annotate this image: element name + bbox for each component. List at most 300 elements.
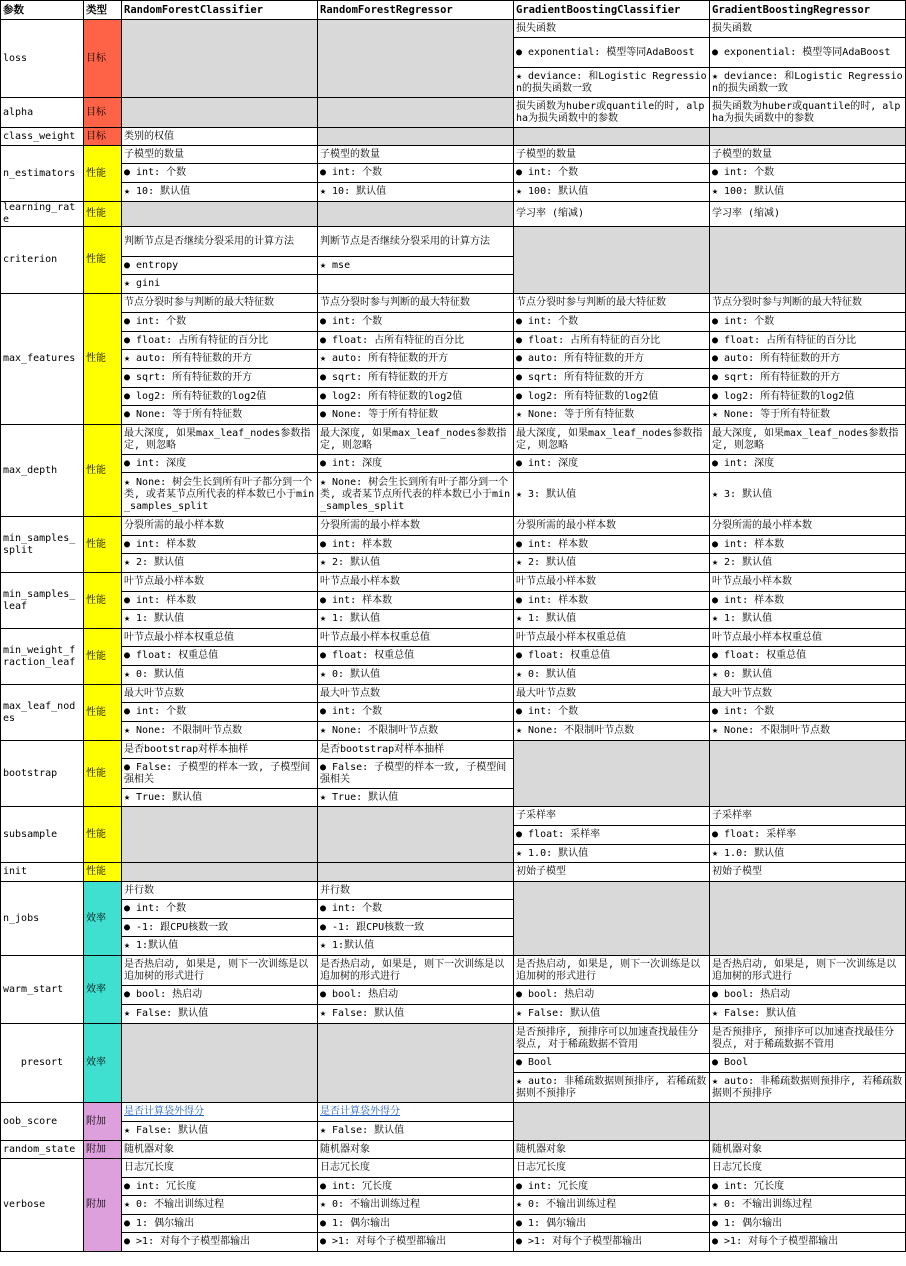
params-body [1, 20, 906, 1252]
cell-gbc: 学习率 (缩减) [514, 202, 710, 227]
cell-gbc: ● bool: 热启动 [514, 986, 710, 1005]
param-type: 效率 [84, 956, 122, 1024]
cell-gbc: ★ 0: 默认值 [514, 666, 710, 685]
table-row [1, 536, 906, 554]
cell-rfr: ● int: 深度 [318, 455, 514, 473]
cell-rfr: ● int: 个数 [318, 703, 514, 722]
cell-na-rfc [122, 1024, 318, 1103]
cell-rfr: 分裂所需的最小样本数 [318, 517, 514, 536]
cell-gbc: 子模型的数量 [514, 146, 710, 164]
table-row [1, 517, 906, 536]
param-name: max_depth [1, 425, 84, 517]
cell-gbc: ★ None: 等于所有特征数 [514, 406, 710, 425]
cell-rfc: 并行数 [122, 882, 318, 900]
cell-gbc: ● int: 个数 [514, 313, 710, 332]
param-type: 附加 [84, 1141, 122, 1159]
table-row [1, 685, 906, 703]
table-row [1, 807, 906, 826]
cell-rfr: 子模型的数量 [318, 146, 514, 164]
cell-rfc: ● float: 占所有特征的百分比 [122, 332, 318, 350]
header-rfc: RandomForestClassifier [122, 1, 318, 20]
cell-na-gbr [710, 227, 906, 294]
param-name: min_weight_fraction_leaf [1, 629, 84, 685]
cell-rfc: ● None: 等于所有特征数 [122, 406, 318, 425]
table-row [1, 294, 906, 313]
param-type: 附加 [84, 1103, 122, 1141]
cell-gbc: 是否预排序, 预排序可以加速查找最佳分裂点, 对于稀疏数据不管用 [514, 1024, 710, 1054]
param-type: 性能 [84, 741, 122, 807]
cell-rfc: 是否热启动, 如果是, 则下一次训练是以追加树的形式进行 [122, 956, 318, 986]
cell-gbc: ● float: 权重总值 [514, 647, 710, 666]
cell-gbr: ★ 2: 默认值 [710, 554, 906, 573]
cell-gbr: 叶节点最小样本权重总值 [710, 629, 906, 647]
param-name: criterion [1, 227, 84, 294]
cell-gbr: ★ 1: 默认值 [710, 610, 906, 629]
cell-gbr: 损失函数 [710, 20, 906, 38]
cell-rfc: ● entropy [122, 257, 318, 275]
header-gbc: GradientBoostingClassifier [514, 1, 710, 20]
cell-rfc: 节点分裂时参与判断的最大特征数 [122, 294, 318, 313]
cell-na-rfr [318, 128, 514, 146]
cell-gbc: ★ auto: 非稀疏数据则预排序, 若稀疏数据则不预排序 [514, 1073, 710, 1103]
table-row [1, 592, 906, 610]
table-row [1, 164, 906, 183]
cell-gbc: 是否热启动, 如果是, 则下一次训练是以追加树的形式进行 [514, 956, 710, 986]
cell-gbc: ● sqrt: 所有特征数的开方 [514, 369, 710, 388]
cell-rfr: ★ mse [318, 257, 514, 275]
table-row [1, 1024, 906, 1054]
table-row [1, 863, 906, 882]
cell-rfr: ★ 0: 默认值 [318, 666, 514, 685]
table-row [1, 20, 906, 38]
cell-gbc: ★ 3: 默认值 [514, 473, 710, 517]
cell-na-rfc [122, 863, 318, 882]
cell-na-gbr [710, 882, 906, 956]
cell-gbr: 子采样率 [710, 807, 906, 826]
cell-na-rfr [318, 863, 514, 882]
cell-gbr: ★ deviance: 和Logistic Regression的损失函数一致 [710, 68, 906, 98]
cell-rfr: ● -1: 跟CPU核数一致 [318, 919, 514, 937]
cell-rfc: ● -1: 跟CPU核数一致 [122, 919, 318, 937]
cell-na-gbc [514, 741, 710, 807]
table-row [1, 98, 906, 128]
cell-rfr: 节点分裂时参与判断的最大特征数 [318, 294, 514, 313]
table-row [1, 1103, 906, 1122]
cell-gbc: ● Bool [514, 1054, 710, 1073]
cell-rfc: ● False: 子模型的样本一致, 子模型间强相关 [122, 759, 318, 789]
cell-rfc: 判断节点是否继续分裂采用的计算方法 [122, 227, 318, 257]
param-name: bootstrap [1, 741, 84, 807]
cell-gbc: ● auto: 所有特征数的开方 [514, 350, 710, 369]
cell-rfr[interactable]: 是否计算袋外得分 [318, 1103, 514, 1122]
table-row [1, 425, 906, 455]
cell-rfr: ● bool: 热启动 [318, 986, 514, 1005]
param-type: 目标 [84, 98, 122, 128]
table-row [1, 741, 906, 759]
cell-rfc: ● log2: 所有特征数的log2值 [122, 388, 318, 406]
cell-rfr: ★ 1:默认值 [318, 937, 514, 956]
table-row [1, 573, 906, 592]
table-row [1, 388, 906, 406]
cell-rfc: ● int: 冗长度 [122, 1178, 318, 1196]
cell-gbr: 损失函数为huber或quantile的时, alpha为损失函数中的参数 [710, 98, 906, 128]
param-name: n_jobs [1, 882, 84, 956]
cell-gbc: ● exponential: 模型等同AdaBoost [514, 38, 710, 68]
cell-na-rfr [318, 1024, 514, 1103]
cell-gbc: ★ 0: 不输出训练过程 [514, 1196, 710, 1215]
cell-rfc: 子模型的数量 [122, 146, 318, 164]
table-row [1, 1005, 906, 1024]
cell-gbc: ★ 1.0: 默认值 [514, 845, 710, 863]
table-row [1, 629, 906, 647]
cell-rfr: ★ 2: 默认值 [318, 554, 514, 573]
cell-rfc: ★ False: 默认值 [122, 1005, 318, 1024]
cell-rfr: ★ True: 默认值 [318, 789, 514, 807]
table-row [1, 1215, 906, 1233]
table-row [1, 227, 906, 257]
cell-na-rfr [318, 202, 514, 227]
table-row [1, 313, 906, 332]
cell-gbr: ● int: 个数 [710, 703, 906, 722]
table-row [1, 1196, 906, 1215]
cell-rfr: 最大叶节点数 [318, 685, 514, 703]
param-type: 性能 [84, 629, 122, 685]
cell-rfr: 判断节点是否继续分裂采用的计算方法 [318, 227, 514, 257]
cell-gbr: ● >1: 对每个子模型都输出 [710, 1233, 906, 1252]
param-name: min_samples_split [1, 517, 84, 573]
cell-rfc: ● sqrt: 所有特征数的开方 [122, 369, 318, 388]
cell-rfr: ● int: 个数 [318, 164, 514, 183]
cell-gbc: ★ 2: 默认值 [514, 554, 710, 573]
param-name: warm_start [1, 956, 84, 1024]
cell-gbr: ● int: 样本数 [710, 536, 906, 554]
table-row [1, 455, 906, 473]
cell-rfr: ★ 10: 默认值 [318, 183, 514, 202]
cell-gbc: 最大深度, 如果max_leaf_nodes参数指定, 则忽略 [514, 425, 710, 455]
cell-rfc: ● 1: 偶尔输出 [122, 1215, 318, 1233]
cell-rfc: ● int: 个数 [122, 313, 318, 332]
cell-rfr: 是否bootstrap对样本抽样 [318, 741, 514, 759]
cell-na-gbc [514, 227, 710, 294]
cell-gbr: 是否预排序, 预排序可以加速查找最佳分裂点, 对于稀疏数据不管用 [710, 1024, 906, 1054]
param-name: verbose [1, 1159, 84, 1252]
cell-rfc: ● bool: 热启动 [122, 986, 318, 1005]
cell-rfc: ● int: 深度 [122, 455, 318, 473]
cell-rfr: ● float: 权重总值 [318, 647, 514, 666]
param-name: presort [1, 1024, 84, 1103]
param-name: learning_rate [1, 202, 84, 227]
table-row [1, 369, 906, 388]
cell-gbc: 分裂所需的最小样本数 [514, 517, 710, 536]
cell-gbc: 节点分裂时参与判断的最大特征数 [514, 294, 710, 313]
param-type: 性能 [84, 863, 122, 882]
cell-gbr: 分裂所需的最小样本数 [710, 517, 906, 536]
cell-rfr: ● int: 个数 [318, 313, 514, 332]
cell-gbc: 损失函数为huber或quantile的时, alpha为损失函数中的参数 [514, 98, 710, 128]
table-row [1, 610, 906, 629]
cell-na-rfr [318, 807, 514, 863]
cell-gbr: ● int: 个数 [710, 164, 906, 183]
cell-gbc: ● float: 采样率 [514, 826, 710, 845]
cell-na-rfc [122, 20, 318, 98]
cell-gbr: ● log2: 所有特征数的log2值 [710, 388, 906, 406]
cell-rfc: 类别的权值 [122, 128, 318, 146]
cell-na-gbr [710, 128, 906, 146]
table-row [1, 332, 906, 350]
param-type: 性能 [84, 573, 122, 629]
cell-rfc: ★ 1: 默认值 [122, 610, 318, 629]
cell-rfr: ● int: 冗长度 [318, 1178, 514, 1196]
cell-na-rfr [318, 98, 514, 128]
cell-rfc: ● int: 样本数 [122, 536, 318, 554]
cell-gbr: ● bool: 热启动 [710, 986, 906, 1005]
cell-gbr: 最大叶节点数 [710, 685, 906, 703]
cell-rfr: ● None: 等于所有特征数 [318, 406, 514, 425]
table-row [1, 703, 906, 722]
cell-gbc: 初始子模型 [514, 863, 710, 882]
table-row [1, 956, 906, 986]
cell-gbr: 节点分裂时参与判断的最大特征数 [710, 294, 906, 313]
cell-gbr: 最大深度, 如果max_leaf_nodes参数指定, 则忽略 [710, 425, 906, 455]
param-name: class_weight [1, 128, 84, 146]
cell-gbc: ● log2: 所有特征数的log2值 [514, 388, 710, 406]
cell-gbr: 学习率 (缩减) [710, 202, 906, 227]
param-type: 性能 [84, 685, 122, 741]
param-type: 性能 [84, 227, 122, 294]
param-name: max_leaf_nodes [1, 685, 84, 741]
cell-gbc: ● 1: 偶尔输出 [514, 1215, 710, 1233]
cell-gbr: ● auto: 所有特征数的开方 [710, 350, 906, 369]
cell-gbc: ● int: 个数 [514, 164, 710, 183]
cell-gbr: ● int: 样本数 [710, 592, 906, 610]
cell-rfr: ★ 0: 不输出训练过程 [318, 1196, 514, 1215]
cell-rfc: ★ 0: 不输出训练过程 [122, 1196, 318, 1215]
cell-gbc: ● int: 样本数 [514, 592, 710, 610]
cell-rfr: 并行数 [318, 882, 514, 900]
cell-gbc: ● int: 深度 [514, 455, 710, 473]
param-type: 性能 [84, 807, 122, 863]
table-row [1, 202, 906, 227]
cell-rfr: ● 1: 偶尔输出 [318, 1215, 514, 1233]
table-row [1, 722, 906, 741]
cell-gbc: ● float: 占所有特征的百分比 [514, 332, 710, 350]
cell-rfr: ● False: 子模型的样本一致, 子模型间强相关 [318, 759, 514, 789]
cell-rfc: ● int: 样本数 [122, 592, 318, 610]
param-name: subsample [1, 807, 84, 863]
cell-gbr: ● float: 占所有特征的百分比 [710, 332, 906, 350]
cell-rfc: 最大叶节点数 [122, 685, 318, 703]
cell-rfr: ● log2: 所有特征数的log2值 [318, 388, 514, 406]
cell-gbc: ● int: 样本数 [514, 536, 710, 554]
cell-rfc: ★ 0: 默认值 [122, 666, 318, 685]
cell-gbr: ★ 0: 默认值 [710, 666, 906, 685]
cell-gbr: ● int: 冗长度 [710, 1178, 906, 1196]
param-type: 性能 [84, 146, 122, 202]
cell-rfc: ★ gini [122, 275, 318, 294]
cell-rfr: ★ None: 不限制叶节点数 [318, 722, 514, 741]
cell-gbr: ★ 3: 默认值 [710, 473, 906, 517]
cell-rfc: 分裂所需的最小样本数 [122, 517, 318, 536]
cell-gbr: ● int: 深度 [710, 455, 906, 473]
param-name: alpha [1, 98, 84, 128]
cell-rfr: ★ None: 树会生长到所有叶子都分到一个类, 或者某节点所代表的样本数已小于min_samples_split [318, 473, 514, 517]
param-name: random_state [1, 1141, 84, 1159]
param-type: 性能 [84, 202, 122, 227]
param-type: 效率 [84, 882, 122, 956]
header-rfr: RandomForestRegressor [318, 1, 514, 20]
cell-rfc: 是否bootstrap对样本抽样 [122, 741, 318, 759]
cell-rfr: ★ False: 默认值 [318, 1122, 514, 1141]
header-param: 参数 [1, 1, 84, 20]
cell-gbc: 叶节点最小样本权重总值 [514, 629, 710, 647]
cell-gbr: ★ False: 默认值 [710, 1005, 906, 1024]
table-row [1, 183, 906, 202]
cell-na-rfc [122, 807, 318, 863]
cell-gbc: ● >1: 对每个子模型都输出 [514, 1233, 710, 1252]
cell-gbr: 日志冗长度 [710, 1159, 906, 1178]
param-type: 性能 [84, 425, 122, 517]
param-type: 目标 [84, 128, 122, 146]
cell-rfc: ● int: 个数 [122, 164, 318, 183]
cell-gbc: 最大叶节点数 [514, 685, 710, 703]
param-type: 附加 [84, 1159, 122, 1252]
cell-na-gbr [710, 1103, 906, 1141]
cell-rfr: ★ False: 默认值 [318, 1005, 514, 1024]
cell-rfc: ★ None: 不限制叶节点数 [122, 722, 318, 741]
cell-gbc: 子采样率 [514, 807, 710, 826]
cell-rfc: ● float: 权重总值 [122, 647, 318, 666]
cell-rfc: ★ auto: 所有特征数的开方 [122, 350, 318, 369]
cell-rfc: ★ 10: 默认值 [122, 183, 318, 202]
cell-gbc: ★ deviance: 和Logistic Regression的损失函数一致 [514, 68, 710, 98]
cell-na-gbr [710, 741, 906, 807]
table-row [1, 666, 906, 685]
cell-rfr: 叶节点最小样本数 [318, 573, 514, 592]
cell-na-rfr [318, 20, 514, 98]
param-name: n_estimators [1, 146, 84, 202]
cell-rfr: ● sqrt: 所有特征数的开方 [318, 369, 514, 388]
cell-rfc: ● int: 个数 [122, 703, 318, 722]
cell-rfr: 日志冗长度 [318, 1159, 514, 1178]
cell-gbr: ★ None: 等于所有特征数 [710, 406, 906, 425]
cell-rfc: ★ None: 树会生长到所有叶子都分到一个类, 或者某节点所代表的样本数已小于min_samples_split [122, 473, 318, 517]
param-type: 性能 [84, 294, 122, 425]
cell-rfc: 随机器对象 [122, 1141, 318, 1159]
cell-rfr: ★ 1: 默认值 [318, 610, 514, 629]
cell-rfc: 日志冗长度 [122, 1159, 318, 1178]
param-name: oob_score [1, 1103, 84, 1141]
cell-gbr: ● Bool [710, 1054, 906, 1073]
cell-rfc: 叶节点最小样本数 [122, 573, 318, 592]
cell-na-rfc [122, 98, 318, 128]
table-row [1, 1178, 906, 1196]
table-row [1, 146, 906, 164]
table-row [1, 986, 906, 1005]
cell-rfr: 最大深度, 如果max_leaf_nodes参数指定, 则忽略 [318, 425, 514, 455]
cell-gbr: 子模型的数量 [710, 146, 906, 164]
table-row [1, 1141, 906, 1159]
cell-gbc: 损失函数 [514, 20, 710, 38]
cell-rfr [318, 275, 514, 294]
cell-rfc: 最大深度, 如果max_leaf_nodes参数指定, 则忽略 [122, 425, 318, 455]
cell-rfc: 叶节点最小样本权重总值 [122, 629, 318, 647]
cell-rfc: ★ False: 默认值 [122, 1122, 318, 1141]
cell-gbr: ★ 1.0: 默认值 [710, 845, 906, 863]
cell-gbr: 随机器对象 [710, 1141, 906, 1159]
cell-gbc: 随机器对象 [514, 1141, 710, 1159]
cell-gbr: 是否热启动, 如果是, 则下一次训练是以追加树的形式进行 [710, 956, 906, 986]
cell-gbc: ★ 100: 默认值 [514, 183, 710, 202]
cell-na-gbc [514, 128, 710, 146]
header-gbr: GradientBoostingRegressor [710, 1, 906, 20]
cell-rfr: ● float: 占所有特征的百分比 [318, 332, 514, 350]
cell-rfc[interactable]: 是否计算袋外得分 [122, 1103, 318, 1122]
cell-na-gbc [514, 1103, 710, 1141]
cell-rfc: ★ 2: 默认值 [122, 554, 318, 573]
cell-rfr: 是否热启动, 如果是, 则下一次训练是以追加树的形式进行 [318, 956, 514, 986]
cell-rfr: 叶节点最小样本权重总值 [318, 629, 514, 647]
cell-gbr: ● sqrt: 所有特征数的开方 [710, 369, 906, 388]
table-row [1, 406, 906, 425]
cell-gbc: ★ 1: 默认值 [514, 610, 710, 629]
cell-gbc: ★ None: 不限制叶节点数 [514, 722, 710, 741]
param-type: 性能 [84, 517, 122, 573]
cell-na-gbc [514, 882, 710, 956]
cell-gbr: ● float: 采样率 [710, 826, 906, 845]
cell-rfr: ● int: 个数 [318, 900, 514, 919]
cell-gbr: 初始子模型 [710, 863, 906, 882]
table-row [1, 1159, 906, 1178]
param-name: max_features [1, 294, 84, 425]
cell-gbr: ★ 0: 不输出训练过程 [710, 1196, 906, 1215]
cell-rfr: ● int: 样本数 [318, 536, 514, 554]
cell-rfc: ● >1: 对每个子模型都输出 [122, 1233, 318, 1252]
table-row [1, 1233, 906, 1252]
header-row [1, 1, 906, 20]
cell-gbr: ★ auto: 非稀疏数据则预排序, 若稀疏数据则不预排序 [710, 1073, 906, 1103]
cell-gbr: ● float: 权重总值 [710, 647, 906, 666]
cell-gbr: ● exponential: 模型等同AdaBoost [710, 38, 906, 68]
table-row [1, 350, 906, 369]
cell-rfc: ★ 1:默认值 [122, 937, 318, 956]
cell-rfc: ● int: 个数 [122, 900, 318, 919]
cell-gbr: ★ 100: 默认值 [710, 183, 906, 202]
param-type: 目标 [84, 20, 122, 98]
cell-rfr: 随机器对象 [318, 1141, 514, 1159]
cell-gbr: ★ None: 不限制叶节点数 [710, 722, 906, 741]
cell-rfc: ★ True: 默认值 [122, 789, 318, 807]
cell-rfr: ★ auto: 所有特征数的开方 [318, 350, 514, 369]
table-row [1, 647, 906, 666]
cell-gbc: ● int: 个数 [514, 703, 710, 722]
param-name: init [1, 863, 84, 882]
cell-gbc: ★ False: 默认值 [514, 1005, 710, 1024]
table-row [1, 882, 906, 900]
param-name: loss [1, 20, 84, 98]
table-row [1, 473, 906, 517]
param-type: 效率 [84, 1024, 122, 1103]
cell-gbr: ● 1: 偶尔输出 [710, 1215, 906, 1233]
table-row [1, 554, 906, 573]
cell-rfr: ● int: 样本数 [318, 592, 514, 610]
cell-gbc: 日志冗长度 [514, 1159, 710, 1178]
table-row [1, 128, 906, 146]
param-name: min_samples_leaf [1, 573, 84, 629]
cell-gbc: 叶节点最小样本数 [514, 573, 710, 592]
cell-gbc: ● int: 冗长度 [514, 1178, 710, 1196]
cell-gbr: 叶节点最小样本数 [710, 573, 906, 592]
cell-rfr: ● >1: 对每个子模型都输出 [318, 1233, 514, 1252]
